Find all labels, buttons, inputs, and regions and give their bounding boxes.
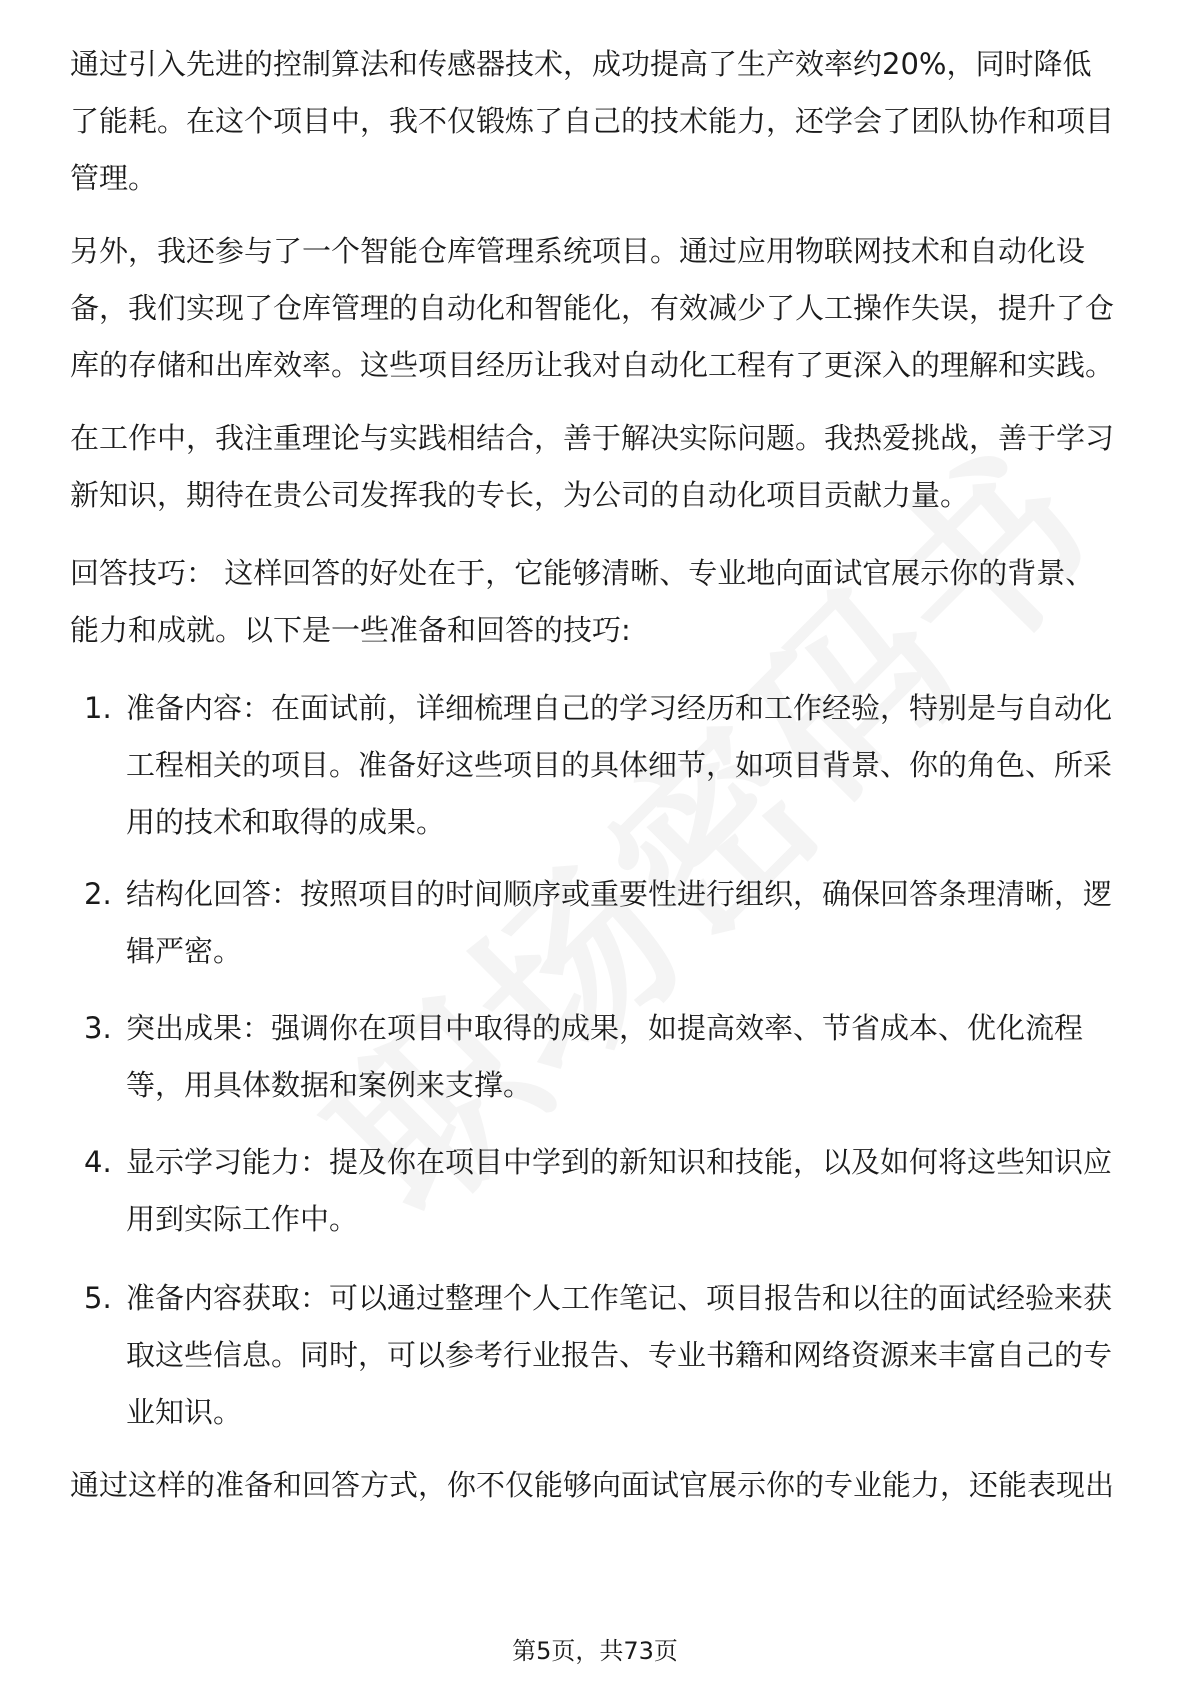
paragraph-conclusion: 通过这样的准备和回答方式，你不仅能够向面试官展示你的专业能力，还能表现出 — [70, 1468, 1115, 1502]
list-item-text: 结构化回答：按照项目的时间顺序或重要性进行组织，确保回答条理清晰，逻辑严密。 — [126, 877, 1113, 968]
list-item-text: 准备内容：在面试前，详细梳理自己的学习经历和工作经验，特别是与自动化工程相关的项目。准备好这些项目的具体细节，如项目背景、你的角色、所采用的技术和取得的成果。 — [126, 691, 1113, 839]
list-item-text: 准备内容获取：可以通过整理个人工作笔记、项目报告和以往的面试经验来获取这些信息。同时，可以参考行业报告、专业书籍和网络资源来丰富自己的专业知识。 — [126, 1281, 1113, 1429]
list-item-tip-5 — [84, 1270, 1120, 1441]
list-item-text: 显示学习能力：提及你在项目中学到的新知识和技能，以及如何将这些知识应用到实际工作中。 — [126, 1145, 1113, 1236]
list-number: 4. — [84, 1145, 112, 1179]
list-item-tip-2 — [84, 866, 1120, 980]
paragraph-work-attitude: 在工作中，我注重理论与实践相结合，善于解决实际问题。我热爱挑战，善于学习新知识，期待在贵公司发挥我的专长，为公司的自动化项目贡献力量。 — [70, 421, 1115, 512]
list-number: 1. — [84, 691, 112, 725]
list-item-tip-4 — [84, 1134, 1120, 1248]
paragraph-warehouse-project: 另外，我还参与了一个智能仓库管理系统项目。通过应用物联网技术和自动化设备，我们实现了仓库管理的自动化和智能化，有效减少了人工操作失误，提升了仓库的存储和出库效率。这些项目经历让我对自动化工程有了更深入的理解和实践。 — [70, 234, 1115, 382]
list-number: 3. — [84, 1011, 112, 1045]
list-item-text: 突出成果：强调你在项目中取得的成果，如提高效率、节省成本、优化流程等，用具体数据和案例来支撑。 — [126, 1011, 1084, 1102]
page-number-footer: 第5页，共73页 — [512, 1637, 678, 1665]
list-item-tip-1 — [84, 680, 1120, 851]
list-number: 2. — [84, 877, 112, 911]
paragraph-answer-tips-intro: 回答技巧： 这样回答的好处在于，它能够清晰、专业地向面试官展示你的背景、能力和成就。以下是一些准备和回答的技巧: — [70, 556, 1095, 647]
list-number: 5. — [84, 1281, 112, 1315]
paragraph-project-result: 通过引入先进的控制算法和传感器技术，成功提高了生产效率约20%，同时降低了能耗。在这个项目中，我不仅锻炼了自己的技术能力，还学会了团队协作和项目管理。 — [70, 47, 1115, 195]
list-item-tip-3 — [84, 1000, 1120, 1114]
